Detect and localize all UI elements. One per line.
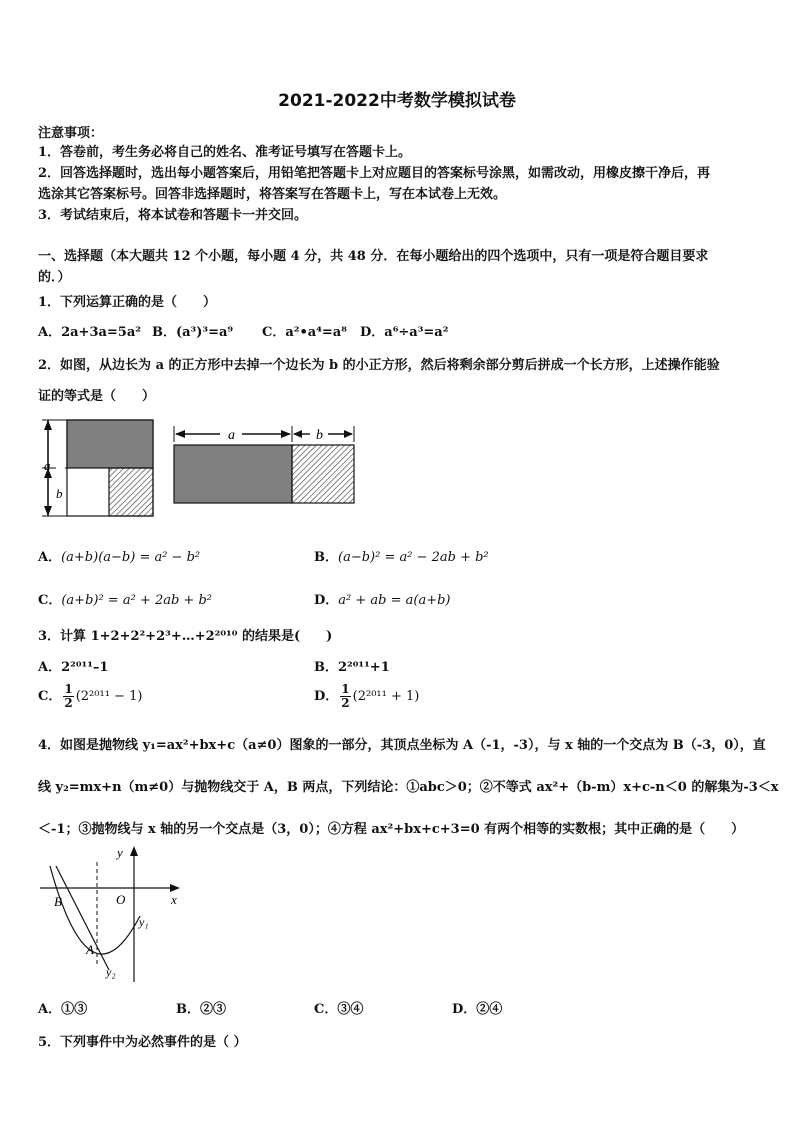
- q3-option-d: [314, 683, 419, 710]
- q1-option-d: D．a⁶÷a³=a²: [360, 325, 449, 340]
- q5-stem: 5．下列事件中为必然事件的是（ ）: [38, 1035, 247, 1050]
- section-heading-cont: 的．）: [38, 270, 71, 285]
- notice-heading: 注意事项：: [38, 126, 104, 141]
- q2-option-b-label: B．: [314, 550, 338, 565]
- parabola-y1: [50, 866, 140, 954]
- q3-option-d-fraction: [340, 683, 350, 710]
- y-axis-label: y: [117, 845, 123, 860]
- page-title: 2021-2022中考数学模拟试卷: [278, 91, 516, 111]
- q3-stem: 3．计算 1+2+2²+2³+…+2²⁰¹⁰ 的结果是( ): [38, 629, 333, 644]
- q2-option-c-label: C．: [38, 593, 62, 608]
- q2-stem: 2．如图，从边长为 a 的正方形中去掉一个边长为 b 的小正方形，然后将剩余部分剪后拼成一个长方形，上述操作能验: [38, 358, 720, 373]
- q2-option-b: [314, 546, 489, 565]
- line-y2: [56, 866, 109, 970]
- q1-stem: 1．下列运算正确的是（ ）: [38, 295, 217, 310]
- q3-option-c-label: C．: [38, 689, 62, 704]
- point-b-label: B: [54, 894, 62, 909]
- notice-item-2: 2．回答选择题时，选出每小题答案后，用铅笔把答题卡上对应题目的答案标号涂黑，如需改动，用橡皮擦干净后，再: [38, 166, 711, 181]
- q4-figure: [36, 842, 186, 987]
- q3-option-c: [38, 683, 142, 710]
- origin-label: O: [116, 892, 126, 907]
- q3-option-c-fraction: [63, 683, 73, 710]
- q2-option-c-expr: (a+b)² = a² + 2ab + b²: [61, 593, 212, 608]
- q4-option-c: C．③④: [314, 1002, 364, 1017]
- shaded-top: [67, 420, 153, 468]
- x-axis-label: x: [171, 892, 177, 907]
- q2-stem-cont: 证的等式是（ ）: [38, 389, 156, 404]
- q2-option-a-expr: (a+b)(a−b) = a² − b²: [61, 550, 201, 565]
- q4-option-b: B．②③: [176, 1002, 226, 1017]
- q3-c-den: 2: [64, 696, 73, 710]
- q3-option-c-rest: (2²⁰¹¹ − 1): [75, 689, 143, 704]
- q4-option-d: D．②④: [452, 1002, 503, 1017]
- q2-option-d-expr: a² + ab = a(a+b): [338, 593, 451, 608]
- label-a-top: a: [228, 428, 235, 443]
- q2-option-a-label: A．: [38, 550, 62, 565]
- small-square-hatched: [109, 468, 153, 516]
- q4-stem-line3: ＜-1；③抛物线与 x 轴的另一个交点是（3，0）；④方程 ax²+bx+c+3=0 有两个相等的实数根；其中正确的是（ ）: [38, 822, 745, 837]
- q1-option-b: B．(a³)³=a⁹: [152, 325, 234, 340]
- notice-item-3: 3．考试结束后，将本试卷和答题卡一并交回。: [38, 208, 308, 223]
- q2-option-d: [314, 589, 451, 608]
- q3-d-den: 2: [341, 696, 350, 710]
- q3-option-d-label: D．: [314, 689, 339, 704]
- q1-option-a: A．2a+3a=5a²: [38, 325, 141, 340]
- q4-stem-line1: 4．如图是抛物线 y₁=ax²+bx+c（a≠0）图象的一部分，其顶点坐标为 A（-1，-3），与 x 轴的一个交点为 B（-3，0），直: [38, 738, 766, 753]
- notice-item-2-cont: 选涂其它答案标号。回答非选择题时，将答案写在答题卡上，写在本试卷上无效。: [38, 187, 507, 202]
- curve-y1-label: y₁: [139, 915, 149, 929]
- section-heading: 一、选择题（本大题共 12 个小题，每小题 4 分，共 48 分．在每小题给出的四个选项中，只有一项是符合题目要求: [38, 249, 709, 264]
- label-b-top: b: [316, 428, 323, 443]
- q4-option-a: A．①③: [38, 1002, 88, 1017]
- q1-option-c: C．a²•a⁴=a⁸: [262, 325, 347, 340]
- label-a-left: a: [44, 458, 51, 473]
- notice-item-1: 1．答卷前，考生务必将自己的姓名、准考证号填写在答题卡上。: [38, 145, 412, 160]
- q3-option-d-rest: (2²⁰¹¹ + 1): [352, 689, 420, 704]
- q2-option-b-expr: (a−b)² = a² − 2ab + b²: [338, 550, 489, 565]
- label-b-left: b: [56, 486, 63, 501]
- rect-hatched: [292, 445, 354, 503]
- q3-option-b: B．2²⁰¹¹+1: [314, 660, 390, 675]
- q2-option-d-label: D．: [314, 593, 339, 608]
- q2-option-c: [38, 589, 212, 608]
- line-y2-label: y₂: [106, 965, 116, 979]
- point-a-label: A: [86, 942, 94, 957]
- q3-c-num: 1: [64, 682, 73, 696]
- q4-stem-line2: 线 y₂=mx+n（m≠0）与抛物线交于 A，B 两点，下列结论：①abc＞0；②不等式 ax²+（b-m）x+c-n＜0 的解集为-3＜x: [38, 780, 779, 795]
- q3-d-num: 1: [341, 682, 350, 696]
- rect-shaded: [174, 445, 292, 503]
- q2-figure: [38, 412, 362, 524]
- q3-option-a: A．2²⁰¹¹–1: [38, 660, 109, 675]
- q2-option-a: [38, 546, 200, 565]
